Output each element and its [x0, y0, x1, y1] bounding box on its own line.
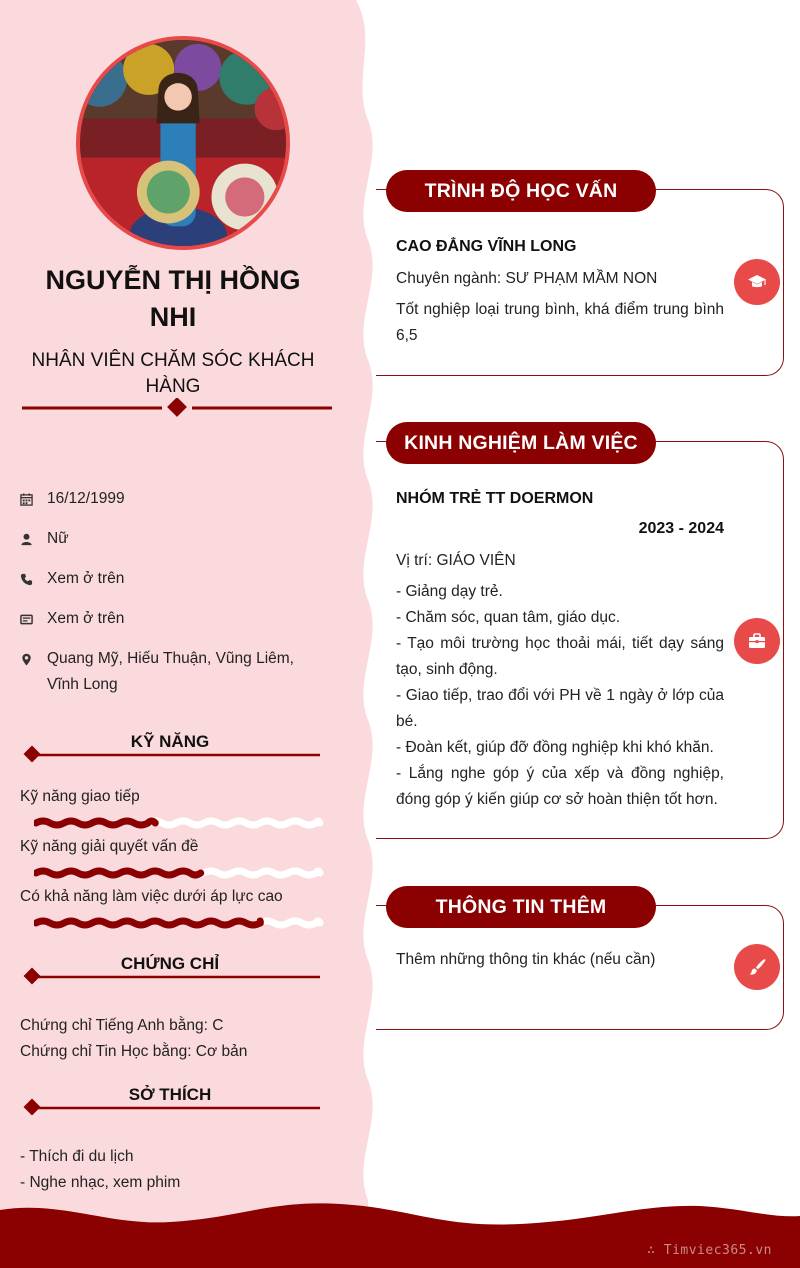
- phone-value: Xem ở trên: [47, 570, 125, 587]
- certificate-item-1: Chứng chỉ Tiếng Anh bằng: C: [20, 1017, 224, 1034]
- experience-heading: KINH NGHIỆM LÀM VIỆC: [386, 422, 656, 464]
- graduation-cap-icon: [734, 259, 780, 305]
- birthday-row: [20, 486, 320, 512]
- phone-row: [20, 566, 320, 592]
- duty-item: - Đoàn kết, giúp đỡ đồng nghiệp khi khó khăn.: [396, 739, 714, 756]
- skill-label-2: Kỹ năng giải quyết vấn đề: [20, 838, 199, 855]
- job-title-line1: NHÂN VIÊN CHĂM SÓC KHÁCH: [31, 350, 315, 371]
- address-row: [20, 646, 320, 698]
- duty-item: - Lắng nghe góp ý của xếp và đồng nghiệp, đóng góp ý kiến giúp cơ sở hoàn thiện tốt hơn.: [396, 765, 724, 808]
- hobby-item-1: - Thích đi du lịch: [20, 1148, 134, 1165]
- education-heading: TRÌNH ĐỘ HỌC VẤN: [386, 170, 656, 212]
- education-note: Tốt nghiệp loại trung bình, khá điểm trung bình 6,5: [396, 301, 724, 344]
- gender-row: [20, 526, 320, 552]
- duty-item: - Giảng dạy trẻ.: [396, 583, 503, 600]
- skill-label-3: Có khả năng làm việc dưới áp lực cao: [20, 888, 283, 905]
- skill-bar-1: [34, 816, 324, 830]
- avatar: [76, 36, 290, 250]
- watermark: ∴ Timviec365.vn: [647, 1243, 772, 1258]
- user-icon: [20, 526, 47, 552]
- certificate-item-2: Chứng chỉ Tin Học bằng: Cơ bản: [20, 1043, 248, 1060]
- email-value: Xem ở trên: [47, 610, 125, 627]
- title-divider: [20, 398, 334, 418]
- candidate-name-line2: NHI: [149, 302, 197, 332]
- candidate-name: [20, 262, 326, 336]
- envelope-icon: [20, 606, 47, 632]
- phone-icon: [20, 566, 47, 592]
- skill-bar-3: [34, 916, 324, 930]
- profile-photo: [80, 40, 286, 246]
- job-title: [20, 348, 326, 400]
- hobbies-heading: SỞ THÍCH: [128, 1085, 212, 1104]
- briefcase-icon: [734, 618, 780, 664]
- address-line2: Vĩnh Long: [47, 676, 118, 693]
- skill-fill: [36, 871, 201, 875]
- calendar-icon: [20, 486, 47, 512]
- brush-icon: [734, 944, 780, 990]
- duty-item: - Tạo môi trường học thoải mái, tiết dạy sáng tạo, sinh động.: [396, 635, 724, 678]
- education-major: Chuyên ngành: SƯ PHẠM MẦM NON: [396, 270, 658, 287]
- address-line1: Quang Mỹ, Hiếu Thuận, Vũng Liêm,: [47, 650, 294, 667]
- skills-heading: KỸ NĂNG: [130, 732, 210, 751]
- extra-heading: THÔNG TIN THÊM: [386, 886, 656, 928]
- skill-bar-2: [34, 866, 324, 880]
- map-pin-icon: [20, 646, 47, 672]
- education-school: CAO ĐẲNG VĨNH LONG: [396, 238, 577, 255]
- skill-fill: [36, 921, 260, 925]
- skill-label-1: Kỹ năng giao tiếp: [20, 788, 140, 805]
- email-row: [20, 606, 320, 632]
- duty-item: - Chăm sóc, quan tâm, giáo dục.: [396, 609, 621, 626]
- birthday-value: 16/12/1999: [47, 490, 125, 507]
- address-value: [47, 646, 294, 698]
- gender-value: Nữ: [47, 530, 69, 547]
- experience-company: NHÓM TRẺ TT DOERMON: [396, 490, 594, 507]
- experience-duties: [396, 579, 724, 813]
- experience-period: 2023 - 2024: [638, 520, 724, 537]
- duty-item: - Giao tiếp, trao đổi với PH về 1 ngày ở lớp của bé.: [396, 687, 724, 730]
- job-title-line2: HÀNG: [145, 376, 201, 397]
- candidate-name-line1: NGUYỄN THỊ HỒNG: [45, 265, 301, 295]
- certificates-heading: CHỨNG CHỈ: [120, 954, 220, 973]
- skill-fill: [36, 821, 155, 825]
- hobby-item-2: - Nghe nhạc, xem phim: [20, 1174, 181, 1191]
- extra-text: Thêm những thông tin khác (nếu cần): [396, 951, 656, 968]
- experience-position: Vị trí: GIÁO VIÊN: [396, 552, 516, 569]
